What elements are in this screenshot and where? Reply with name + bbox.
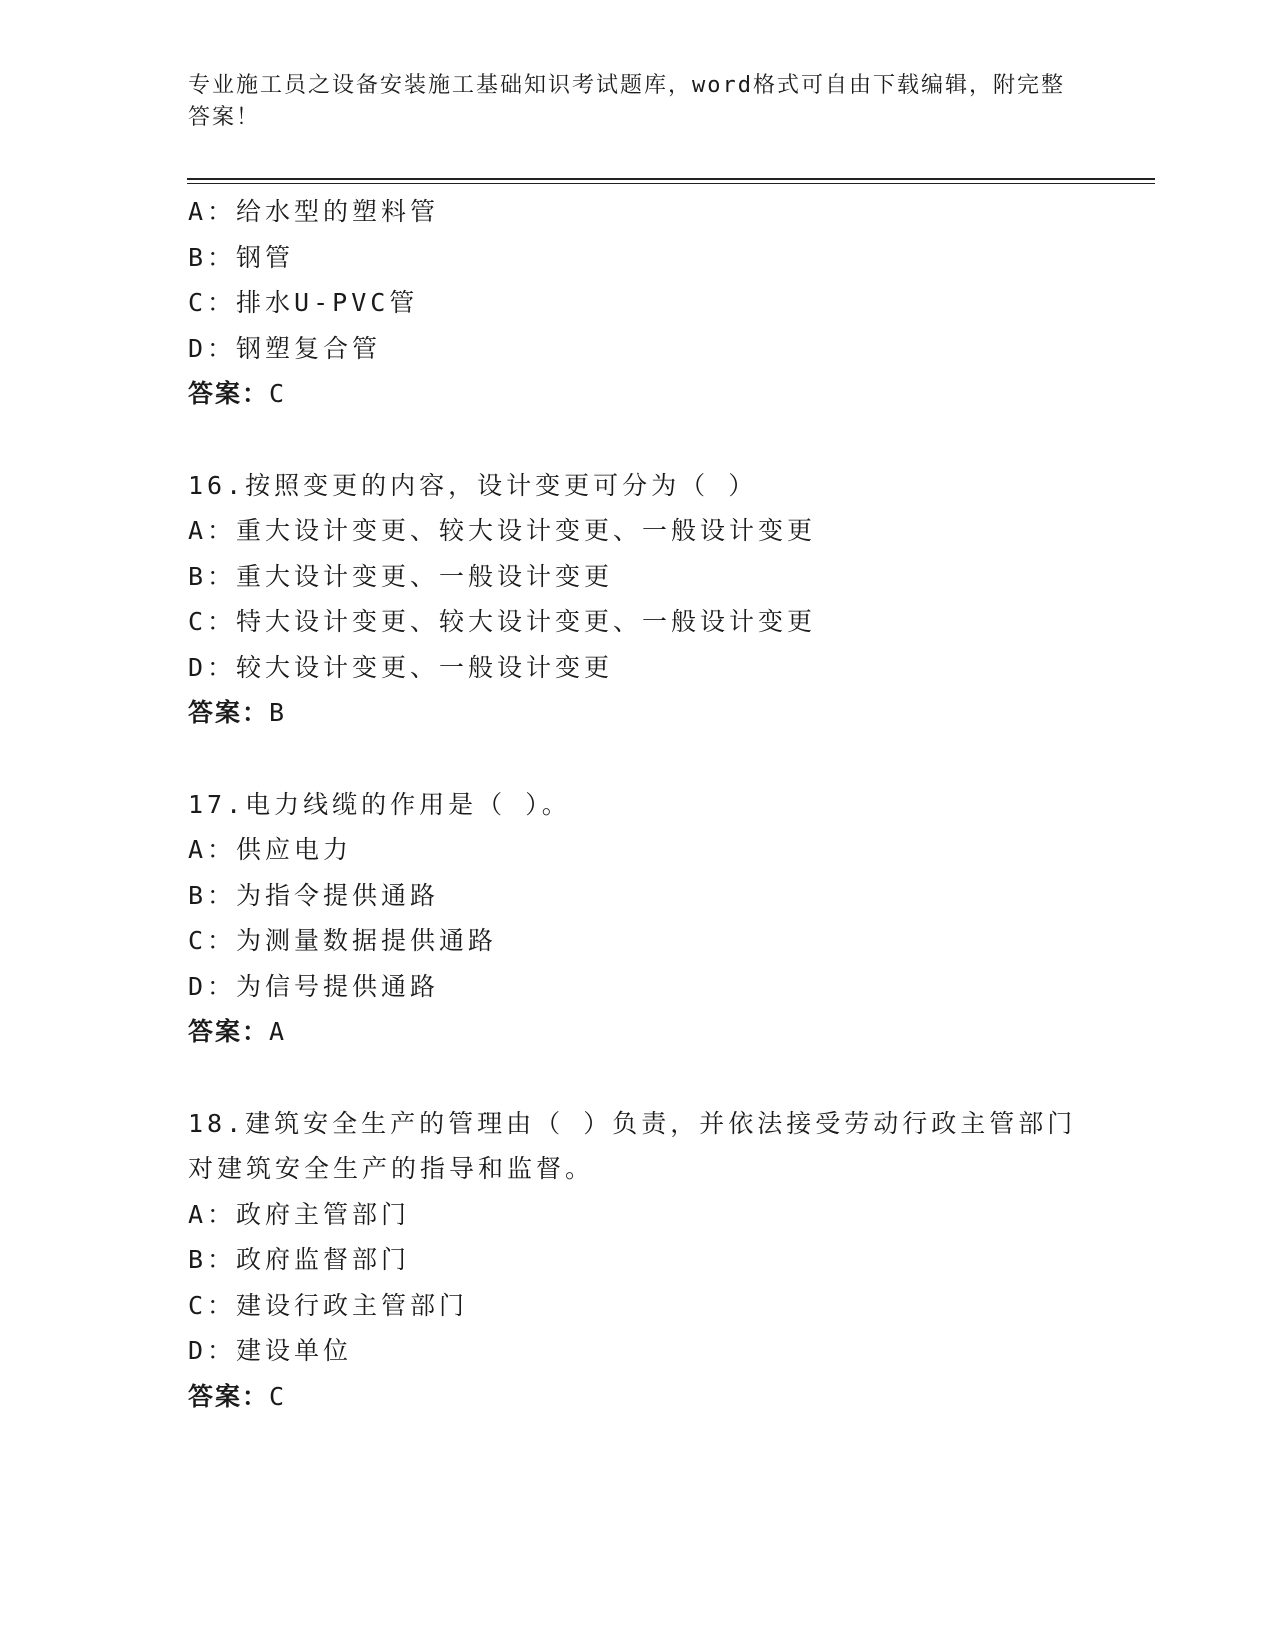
answer-value: B xyxy=(269,698,287,727)
question-title: 17.电力线缆的作用是（ ）。 xyxy=(188,789,571,819)
option-b: B：政府监督部门 xyxy=(188,1245,411,1274)
question-16 xyxy=(188,463,1088,736)
option-c: C：排水U-PVC管 xyxy=(188,288,419,317)
option-c: C：建设行政主管部门 xyxy=(188,1290,469,1320)
header-divider-thin xyxy=(187,183,1155,184)
answer-line xyxy=(188,1374,1088,1420)
answer-line xyxy=(188,690,1088,736)
question-title-line-1: 18.建筑安全生产的管理由（ ）负责，并依法接受劳动行政主管部门 xyxy=(188,1108,1077,1138)
option-a: A：重大设计变更、较大设计变更、一般设计变更 xyxy=(188,516,817,545)
option-b: B：钢管 xyxy=(188,242,295,272)
question-15 xyxy=(188,189,1088,417)
option-b: B：重大设计变更、一般设计变更 xyxy=(188,561,614,591)
option-b: B：为指令提供通路 xyxy=(188,880,440,910)
option-c: C：特大设计变更、较大设计变更、一般设计变更 xyxy=(188,607,817,636)
answer-label: 答案： xyxy=(188,1017,270,1046)
answer-label: 答案： xyxy=(188,1381,270,1411)
question-title: 16.按照变更的内容，设计变更可分为（ ） xyxy=(188,470,758,500)
answer-line xyxy=(188,371,1088,417)
header-divider-thick xyxy=(187,178,1155,180)
option-d: D：较大设计变更、一般设计变更 xyxy=(188,652,614,682)
answer-value: C xyxy=(269,1381,287,1411)
option-a: A：政府主管部门 xyxy=(188,1199,411,1229)
option-d: D：钢塑复合管 xyxy=(188,333,382,363)
answer-label: 答案： xyxy=(188,379,270,408)
answer-value: C xyxy=(269,379,287,408)
answer-line xyxy=(188,1009,1088,1055)
option-d: D：为信号提供通路 xyxy=(188,971,440,1001)
option-c: C：为测量数据提供通路 xyxy=(188,926,498,955)
option-d: D：建设单位 xyxy=(188,1336,353,1365)
question-list xyxy=(188,189,1088,1419)
document-header: 专业施工员之设备安装施工基础知识考试题库，word格式可自由下载编辑，附完整答案！ xyxy=(188,73,1065,130)
option-a: A：供应电力 xyxy=(188,835,353,864)
option-a: A：给水型的塑料管 xyxy=(188,197,440,226)
answer-value: A xyxy=(269,1017,287,1046)
question-17 xyxy=(188,782,1088,1055)
answer-label: 答案： xyxy=(188,698,270,727)
question-18 xyxy=(188,1101,1088,1420)
question-title-line-2: 对建筑安全生产的指导和监督。 xyxy=(188,1154,595,1183)
